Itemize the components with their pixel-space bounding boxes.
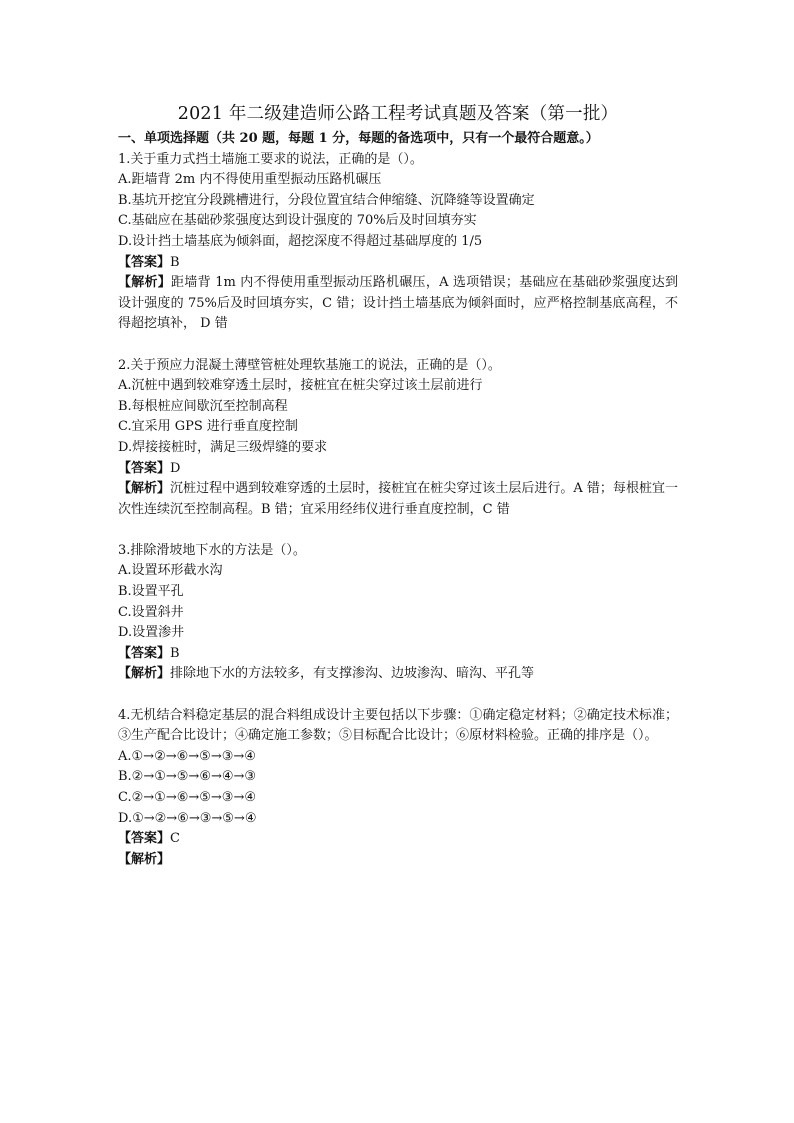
- answer-label: 【答案】: [118, 645, 171, 661]
- option-a: A.沉桩中遇到较难穿透土层时，接桩宜在桩尖穿过该土层前进行: [118, 378, 483, 394]
- question-4: [118, 706, 678, 871]
- answer-value: B: [170, 254, 180, 270]
- option-d: D.①→②→⑥→③→⑤→④: [118, 810, 257, 826]
- answer-line: [118, 829, 678, 850]
- answer-value: D: [170, 460, 181, 476]
- analysis-label: 【解析】: [118, 851, 171, 867]
- analysis-text: 沉桩过程中遇到较难穿透的土层时，接桩宜在桩尖穿过该土层后进行。A 错；每根桩宜一次性连续沉至控制高程。B 错；宜采用经纬仪进行垂直度控制，C 错: [118, 481, 678, 517]
- analysis-line: [118, 664, 678, 685]
- analysis-line: [118, 850, 678, 871]
- option-d: D.设置渗井: [118, 625, 185, 641]
- analysis-text: 距墙背 1m 内不得使用重型振动压路机碾压，A 选项错误；基础应在基础砂浆强度达到设计强度的 75%后及时回填夯实，C 错；设计挡土墙基底为倾斜面时，应严格控制基底高程，不得超挖填补， D 错: [118, 275, 678, 332]
- question-stem: 1.关于重力式挡土墙施工要求的说法，正确的是（）。: [118, 151, 423, 167]
- answer-line: [118, 253, 678, 274]
- option-d: D.焊接接桩时，满足三级焊缝的要求: [118, 439, 328, 455]
- option-c: C.宜采用 GPS 进行垂直度控制: [118, 419, 298, 435]
- question-1: [118, 150, 678, 335]
- option-b: B.②→①→⑤→⑥→④→③: [118, 769, 257, 785]
- analysis-label: 【解析】: [118, 481, 171, 497]
- option-a: A.距墙背 2m 内不得使用重型振动压路机碾压: [118, 172, 382, 188]
- document-page: [118, 101, 678, 870]
- option-b: B.基坑开挖宜分段跳槽进行，分段位置宜结合伸缩缝、沉降缝等设置确定: [118, 192, 535, 208]
- option-a: A.设置环形截水沟: [118, 563, 223, 579]
- option-a: A.①→②→⑥→⑤→③→④: [118, 748, 256, 764]
- analysis-text: 排除地下水的方法较多，有支撑渗沟、边坡渗沟、暗沟、平孔等: [170, 666, 535, 682]
- document-title: 2021 年二级建造师公路工程考试真题及答案（第一批）: [177, 104, 619, 124]
- analysis-label: 【解析】: [118, 666, 171, 682]
- answer-value: C: [170, 831, 180, 847]
- analysis-label: 【解析】: [118, 275, 172, 291]
- answer-label: 【答案】: [118, 831, 171, 847]
- option-c: C.设置斜井: [118, 604, 184, 620]
- option-c: C.基础应在基础砂浆强度达到设计强度的 70%后及时回填夯实: [118, 213, 477, 229]
- answer-label: 【答案】: [118, 460, 171, 476]
- question-stem: 2.关于预应力混凝土薄壁管桩处理软基施工的说法，正确的是（）。: [118, 357, 501, 373]
- question-stem: 4.无机结合料稳定基层的混合料组成设计主要包括以下步骤：①确定稳定材料；②确定技术标准；③生产配合比设计；④确定施工参数；⑤目标配合比设计；⑥原材料检验。正确的排序是（）。: [118, 707, 678, 744]
- analysis-line: [118, 273, 678, 335]
- answer-line: [118, 459, 678, 480]
- analysis-line: [118, 479, 678, 520]
- question-stem: 3.排除滑坡地下水的方法是（）。: [118, 542, 306, 558]
- section-heading: 一、单项选择题（共 20 题，每题 1 分，每题的备选项中，只有一个最符合题意。）: [118, 131, 599, 146]
- question-2: [118, 356, 678, 521]
- option-b: B.每根桩应间歇沉至控制高程: [118, 398, 288, 414]
- answer-line: [118, 644, 678, 665]
- option-c: C.②→①→⑥→⑤→③→④: [118, 790, 257, 805]
- question-3: [118, 541, 678, 685]
- option-b: B.设置平孔: [118, 584, 184, 600]
- answer-label: 【答案】: [118, 254, 171, 270]
- answer-value: B: [170, 645, 180, 661]
- option-d: D.设计挡土墙基底为倾斜面，超挖深度不得超过基础厚度的 1/5: [118, 233, 483, 249]
